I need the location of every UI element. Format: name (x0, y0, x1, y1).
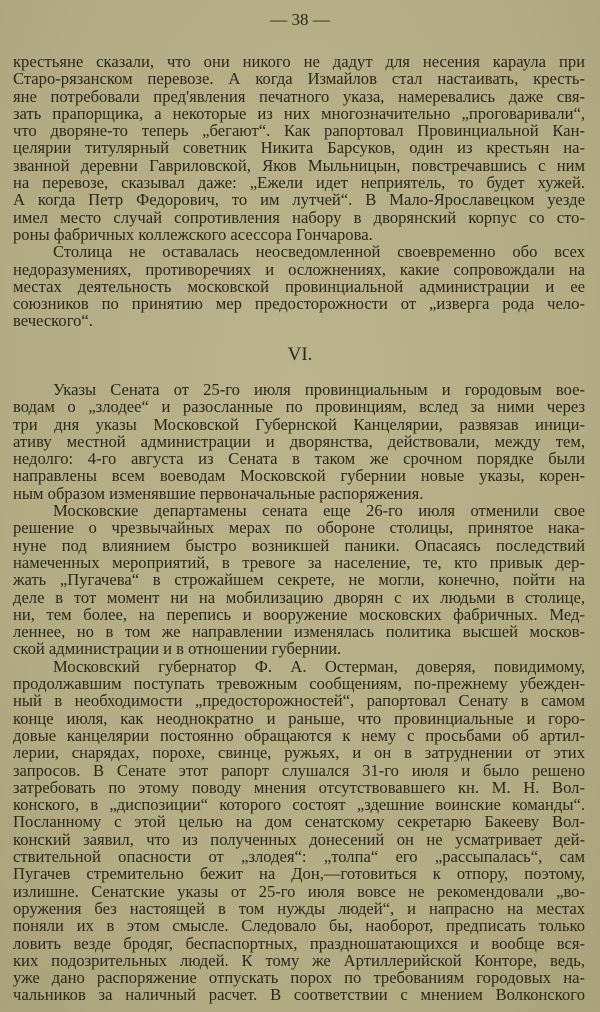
text-line: ких подозрительных людей. К тому же Артиллерийской Конторе, ведь, (13, 950, 585, 970)
text-line: затребовать по этому поводу мнения отсутствовавшего кн. М. Н. Вол- (13, 777, 585, 797)
paragraph (13, 381, 585, 502)
text-line: недолго: 4-го августа из Сената в таком же срочном порядке были (13, 449, 585, 469)
section-heading: VI. (287, 344, 313, 365)
text-line: Столица не оставалась неосведомленной своевременно обо всех (53, 242, 585, 262)
text-line: союзников по принятию мер предосторожности от „изверга рода чело- (13, 294, 585, 314)
text-line: решение о чрезвычайных мерах по обороне столицы, принятое нака- (13, 518, 585, 538)
text-line: ный в необходимости „предосторожностей“, рапортовал Сенату в самом (13, 691, 585, 711)
text-line: что дворяне-то теперь „бегают“. Как рапортовал Провинциальной Кан- (13, 121, 585, 141)
text-line: продолжавшим поступать тревожным сообщениям, по-прежнему убежден- (13, 674, 585, 694)
text-line: довые канцелярии постоянно обращаются к нему с просьбами об артил- (13, 725, 585, 745)
text-line: званной деревни Гавриловской, Яков Мыльницын, повстречавшись с ним (13, 155, 585, 175)
text-line: поняли их в этом смысле. Следовало бы, наоборот, предписать только (13, 916, 585, 936)
text-line: намеченных мероприятий, в тревоге за население, те, кто привык дер- (13, 552, 585, 572)
text-line: имел место случай сопротивления набору в дворянский корпус со сто- (13, 207, 585, 227)
text-line: крестьяне сказали, что они никого не дадут для несения караула при (13, 52, 585, 71)
page-number: — 38 — (270, 10, 330, 29)
text-line: яне потребовали пред'явления печатного указа, намеревались даже свя- (13, 86, 585, 106)
text-line: три дня указы Московской Губернской Канцелярии, развязав иници- (13, 414, 585, 434)
text-block-before-section (13, 53, 585, 330)
paragraph (13, 502, 585, 658)
text-line: Московские департамены сената еще 26-го июля отменили свое (53, 501, 585, 521)
text-line: Московский губернатор Ф. А. Остерман, доверяя, повидимому, (53, 656, 585, 676)
text-line: конце июля, как неоднократно и раньше, что провинциальные и горо- (13, 708, 585, 728)
text-line: веческого“. (13, 311, 93, 331)
text-line: излишне. Сенатские указы от 25-го июля вовсе не рекомендовали „во- (13, 881, 585, 901)
text-line: водам о „злодее“ и разосланные по провинциям, вслед за ними через (13, 397, 585, 417)
text-line: роны фабричных коллежского асессора Гончарова. (13, 224, 373, 244)
text-block-section-vi (13, 381, 585, 1004)
text-line: конский заявил, что из полученных донесений он не усматривает дей- (13, 829, 585, 849)
text-line: ным образом изменявшие первоначальные распоряжения. (13, 483, 424, 503)
text-line: зать прапорщика, а некоторые из них многозначительно „проговаривали“, (13, 103, 585, 123)
paragraph (13, 53, 585, 243)
text-line: ни, тем более, на перепись и вооружение московских фабричных. Мед- (13, 604, 585, 624)
text-line: Посланному с этой целью на дом сенатскому секретарю Бакееву Вол- (13, 812, 585, 832)
text-line: ской администрации и в отношении губернии. (13, 639, 342, 659)
text-line: чальников за наличный расчет. В соответствии с мнением Волконского (13, 985, 585, 1005)
paragraph (13, 243, 585, 329)
text-line: местах деятельность московской провинциальной администрации и ее (13, 276, 585, 296)
text-line: конского, в „диспозиции“ которого состоят „здешние воинские команды“. (13, 795, 585, 815)
text-line: оружения без настоящей в том нужды людей“, и напрасно на местах (13, 898, 585, 918)
text-line: нуне под влиянием быстро возникшей паники. Опасаясь последствий (13, 535, 585, 555)
text-line: целярии титулярный советник Никита Барсуков, один из крестьян на- (13, 138, 585, 158)
text-line: Пугачев стремительно бежит на Дон,—готовиться к отпору, поэтому, (13, 864, 585, 884)
text-line: деле в тот момент ни на мобилизацию дворян с их людьми в столице, (13, 587, 585, 607)
text-line: ловить везде бродяг, беспаспортных, праздношатающихся и вообще вся- (13, 933, 585, 953)
text-line: ствительной опасности от „злодея“: „толпа“ его „рассыпалась“, сам (13, 847, 585, 867)
text-line: направлены всем воеводам Московской губернии новые указы, корен- (13, 466, 585, 486)
text-line: жать „Пугачева“ в строжайшем секрете, не могли, конечно, пойти на (13, 570, 585, 590)
text-line: леннее, но в том же направлении изменялась политика высшей москов- (13, 622, 585, 642)
text-line: лерии, снарядах, порохе, свинце, ружьях, и он в затруднении от этих (13, 743, 585, 763)
paragraph (13, 658, 585, 1004)
text-line: Указы Сената от 25-го июля провинциальным и городовым вое- (53, 380, 585, 399)
text-line: недоразумениях, противоречиях и осложнениях, какие сопровождали на (13, 259, 585, 279)
text-line: запросов. В Сенате этот рапорт слушался 31-го июля и было решено (13, 760, 585, 780)
text-line: ативу местной администрации и дворянства, действовали, между тем, (13, 431, 585, 451)
text-line: Старо-рязанском перевозе. А когда Измайлов стал настаивать, кресть- (13, 69, 585, 89)
text-line: А когда Петр Федорович, то им лутчей“. В Мало-Ярославецком уезде (13, 190, 585, 210)
text-line: уже дано распоряжение отпускать порох по требованиям городовых на- (13, 968, 585, 988)
text-line: на перевозе, сказывал даже: „Ежели идет неприятель, то будет хужей. (13, 173, 585, 193)
